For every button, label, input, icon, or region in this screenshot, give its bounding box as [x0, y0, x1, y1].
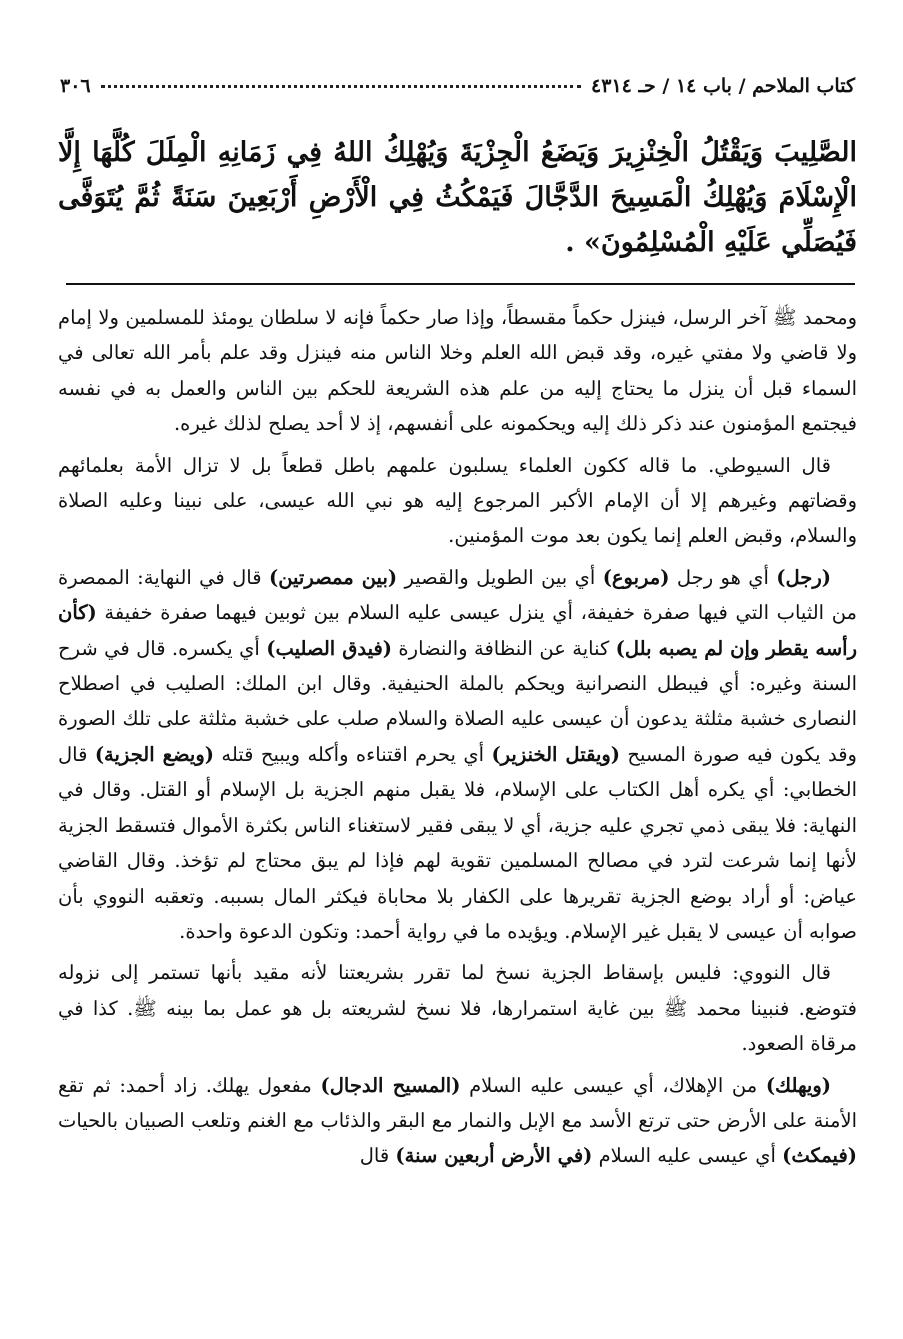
commentary-paragraph-3 — [58, 560, 857, 949]
bold-term: (رجل) — [776, 565, 831, 589]
paragraph-text: أي هو رجل — [669, 565, 777, 589]
paragraph-text: أي يحرم اقتناءه وأكله ويبيح قتله — [213, 742, 492, 766]
commentary-paragraph-5 — [58, 1068, 857, 1174]
page-number: ٣٠٦ — [60, 75, 91, 97]
commentary-paragraph-2: قال السيوطي. ما قاله ككون العلماء يسلبون علمهم باطل قطعاً بل لا تزال الأمة بعلمائهم وقضاتهم وغيرهم إلا أن الإمام الأكبر المرجوع إليه هو نبي الله عيسى، على نبينا وعليه الصلاة والسلام، وقبض العلم إنما يكون بعد موت المؤمنين. — [58, 453, 857, 548]
bold-term: (فيمكث) — [782, 1144, 857, 1168]
bold-term: (في الأرض أربعين سنة) — [395, 1144, 593, 1168]
bold-term: (بين ممصرتين) — [268, 565, 398, 589]
paragraph-text: من الإهلاك، أي عيسى عليه السلام — [460, 1073, 766, 1097]
page-header — [60, 66, 855, 106]
paragraph-text: أي عيسى عليه السلام — [592, 1144, 783, 1168]
paragraph-text: مفعول يهلك. زاد أحمد: ثم تقع الأمنة على الأرض حتى ترتع الأسد مع الإبل والنمار مع البقر والذئاب مع الغنم وتلعب الصبيان بالحيات — [58, 1073, 857, 1132]
paragraph-text: قال الخطابي: أي يكره أهل الكتاب على الإسلام، فلا يقبل منهم الجزية بل الإسلام أو القتل. وقال في النهاية: فلا يبقى ذمي تجري عليه جزية، أي لا يبقى فقير لاستغناء الناس بكثرة الأموال فتسقط الجزية لأنها إنما شرعت لترد في مصالح المسلمين تقوية لهم فإذا لم يبق محتاج لم تؤخذ. وقال القاضي عياض: أو أراد بوضع الجزية تقريرها على الكفار بلا محاباة فيكثر المال بسببه. وتعقبه النووي بأن صوابه أن عيسى لا يقبل غير الإسلام. ويؤيده ما في رواية أحمد: وتكون الدعوة واحدة. — [58, 742, 857, 943]
bold-term: (فيدق الصليب) — [266, 636, 393, 660]
paragraph-text: كناية عن النظافة والنضارة — [392, 636, 616, 660]
bold-term: (ويضع الجزية) — [94, 742, 214, 766]
bold-term: (مربوع) — [602, 565, 670, 589]
paragraph-text: قال في النهاية: الممصرة من الثياب التي فيها صفرة خفيفة، أي ينزل عيسى عليه السلام بين ثوبين فيهما صفرة خفيفة — [58, 565, 857, 625]
paragraph-text: أي بين الطويل والقصير — [397, 565, 603, 589]
commentary-paragraph-1: ومحمد ﷺ آخر الرسل، فينزل حكماً مقسطاً، وإذا صار حكماً فإنه لا سلطان يومئذ للمسلمين ولا إمام ولا قاضي ولا مفتي غيره، وقد قبض الله العلم وخلا الناس منه فينزل وقد علم بأمر الله تعالى في السماء قبل أن ينزل ما يحتاج إليه من علم هذه الشريعة للحكم بين الناس والعمل به في نفسه فيجتمع المؤمنون عند ذكر ذلك إليه ويحكمونه على أنفسهم، إذ لا أحد يصلح لذلك غيره. — [58, 306, 857, 436]
running-title: كتاب الملاحم / باب ١٤ / حـ ٤٣١٤ — [591, 75, 855, 97]
paragraph-text: قال — [359, 1144, 396, 1168]
separator-rule — [66, 283, 855, 285]
bold-term: (ويقتل الخنزير) — [491, 742, 621, 766]
paragraph-text: أي يكسره. قال في شرح السنة وغيره: أي فيبطل النصرانية ويحكم بالملة الحنيفية. وقال ابن الملك: الصليب في اصطلاح النصارى خشبة مثلثة يدعون أن عيسى عليه الصلاة والسلام صلب على خشبة مثلثة على تلك الصورة وقد يكون فيه صورة المسيح — [58, 636, 857, 766]
bold-term: (المسيح الدجال) — [320, 1073, 461, 1097]
bold-term: (ويهلك) — [765, 1073, 832, 1097]
bold-term: (كأن رأسه يقطر وإن لم يصبه بلل) — [58, 601, 857, 660]
header-dot-leader — [101, 85, 581, 88]
hadith-text: الصَّلِيبَ وَيَقْتُلُ الْخِنْزِيرَ وَيَضَعُ الْجِزْيَةَ وَيُهْلِكُ اللهُ فِي زَمَانِهِ الْمِلَلَ كُلَّهَا إِلَّا الْإِسْلَامَ وَيُهْلِكُ الْمَسِيحَ الدَّجَّالَ فَيَمْكُثُ فِي الْأَرْضِ أَرْبَعِينَ سَنَةً ثُمَّ يُتَوَفَّى فَيُصَلِّي عَلَيْهِ الْمُسْلِمُونَ» . — [58, 137, 857, 258]
commentary-body — [58, 300, 857, 1180]
commentary-paragraph-4: قال النووي: فليس بإسقاط الجزية نسخ لما تقرر بشريعتنا لأنه مقيد بأنها تستمر إلى نزوله فتوضع. فنبينا محمد ﷺ بين غاية استمرارها، فلا نسخ لشريعته بل هو عمل بما بينه ﷺ. كذا في مرقاة الصعود. — [58, 961, 857, 1056]
